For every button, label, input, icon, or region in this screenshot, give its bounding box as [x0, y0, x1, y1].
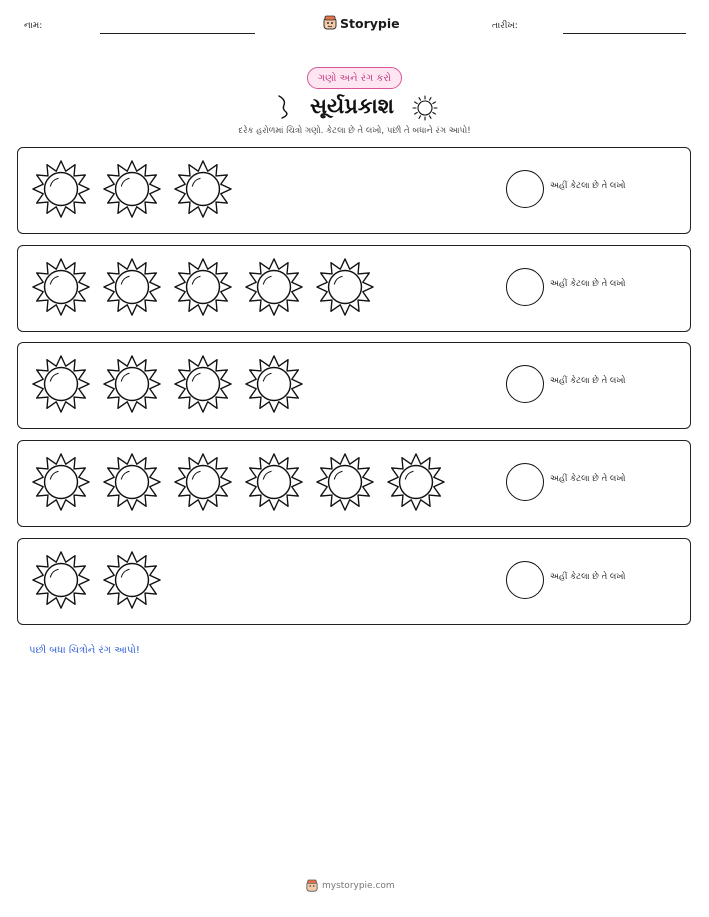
answer-circle[interactable] — [506, 365, 544, 403]
page-title: સૂર્યપ્રકાશ — [310, 94, 394, 118]
title-row — [0, 90, 709, 122]
answer-label: અહીં કેટલા છે તે લખો — [550, 474, 626, 484]
answer-circle[interactable] — [506, 268, 544, 306]
storypie-logo-icon — [323, 15, 337, 31]
sun-icon[interactable] — [101, 451, 163, 513]
sun-icon[interactable] — [101, 158, 163, 220]
sun-icon[interactable] — [30, 451, 92, 513]
sun-icon[interactable] — [172, 451, 234, 513]
answer-label: અહીં કેટલા છે તે લખો — [550, 572, 626, 582]
sun-icon[interactable] — [385, 451, 447, 513]
counting-row — [17, 147, 691, 234]
sun-icon[interactable] — [172, 353, 234, 415]
name-label: નામ: — [24, 21, 43, 31]
date-label: તારીખ: — [492, 21, 518, 31]
answer-circle[interactable] — [506, 561, 544, 599]
sun-icon[interactable] — [30, 256, 92, 318]
storypie-logo-icon — [306, 879, 318, 893]
sun-icon[interactable] — [172, 158, 234, 220]
counting-row — [17, 245, 691, 332]
counting-row — [17, 440, 691, 527]
sun-icon[interactable] — [243, 451, 305, 513]
counting-row — [17, 538, 691, 625]
storypie-logo — [323, 13, 400, 33]
sun-icon[interactable] — [101, 353, 163, 415]
sun-icon[interactable] — [30, 158, 92, 220]
sun-icon[interactable] — [314, 451, 376, 513]
sun-icon[interactable] — [243, 256, 305, 318]
footer-note: પછી બધા ચિત્રોને રંગ આપો! — [29, 645, 140, 656]
footer-site — [306, 879, 395, 893]
date-line[interactable] — [563, 33, 686, 34]
answer-circle[interactable] — [506, 170, 544, 208]
sun-icon[interactable] — [314, 256, 376, 318]
name-line[interactable] — [100, 33, 255, 34]
answer-label: અહીં કેટલા છે તે લખો — [550, 376, 626, 386]
counting-row — [17, 342, 691, 429]
sun-icon[interactable] — [30, 549, 92, 611]
swirl-icon — [276, 94, 290, 120]
answer-label: અહીં કેટલા છે તે લખો — [550, 181, 626, 191]
instructions: દરેક હરોળમાં ચિત્રો ગણો. કેટલા છે તે લખો, પછી તે બધાને રંગ આપો! — [238, 126, 471, 136]
answer-circle[interactable] — [506, 463, 544, 501]
sun-icon[interactable] — [172, 256, 234, 318]
brand-name: Storypie — [340, 15, 400, 31]
sun-icon[interactable] — [101, 256, 163, 318]
answer-label: અહીં કેટલા છે તે લખો — [550, 279, 626, 289]
sun-icon[interactable] — [30, 353, 92, 415]
sun-icon[interactable] — [101, 549, 163, 611]
activity-tag: ગણો અને રંગ કરો — [307, 67, 402, 89]
sun-icon — [411, 94, 439, 122]
sun-icon[interactable] — [243, 353, 305, 415]
footer-site-url: mystorypie.com — [322, 881, 395, 891]
